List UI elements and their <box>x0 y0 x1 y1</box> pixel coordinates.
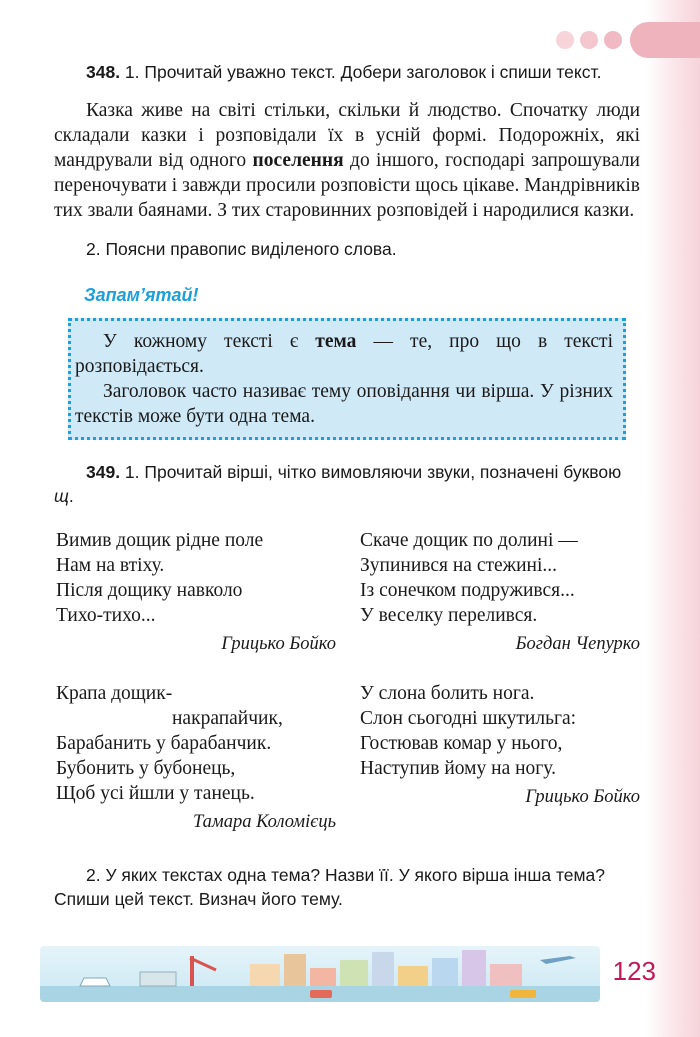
poem <box>360 528 640 657</box>
poem-line: Скаче дощик по долині — <box>360 530 578 551</box>
poem-author: Тамара Коломієць <box>193 812 336 832</box>
poem-line: Барабанить у барабанчик. <box>56 733 272 754</box>
highlighted-word: поселення <box>252 150 344 171</box>
page-content <box>54 60 640 911</box>
task-349-instruction: 349. 1. Прочитай вірші, чітко вимовляючи звуки, позначені буквою щ. <box>54 462 622 506</box>
page-number: 123 <box>612 956 656 986</box>
decor-dot <box>556 31 574 49</box>
rule-paragraph: Заголовок часто називає тему оповідання чи вірша. У різних текстів може бути одна тема. <box>75 381 613 427</box>
city-skyline-icon <box>40 946 600 1002</box>
task-number: 349. <box>86 462 121 482</box>
poem-line: Із сонечком подружився... <box>360 580 575 601</box>
city-illustration <box>40 946 600 1002</box>
task-349-second: 2. У яких текстах одна тема? Назви її. У якого вірша інша тема? Спиши цей текст. Визнач його тему. <box>54 865 606 909</box>
poem-author: Грицько Бойко <box>525 787 640 807</box>
poem <box>56 528 336 657</box>
poem-line: У слона болить нога. <box>360 683 535 704</box>
poem-line: Крапа дощик- <box>56 683 173 704</box>
poem-line: У веселку перелився. <box>360 605 538 626</box>
poem <box>56 681 336 835</box>
poem-line: Тихо-тихо... <box>56 605 156 626</box>
poems-grid <box>54 528 640 859</box>
rule-box <box>68 318 626 440</box>
task-348-second: 2. Поясни правопис виділеного слова. <box>86 239 397 259</box>
rule-paragraph: У кожному тексті є тема — те, про що в тексті розповідається. <box>75 331 613 377</box>
poem-line: Наступив йому на ногу. <box>360 758 556 779</box>
poem-author: Грицько Бойко <box>221 634 336 654</box>
task-number: 348. <box>86 62 121 82</box>
poem-line: Гостював комар у нього, <box>360 733 563 754</box>
poem-line: Бубонить у бубонець, <box>56 758 236 779</box>
poem-line: Зупинився на стежині... <box>360 555 558 576</box>
task-348-instruction: 348. 1. Прочитай уважно текст. Добери заголовок і спиши текст. <box>86 62 602 82</box>
poem-line: Слон сьогодні шкутильга: <box>360 708 577 729</box>
poems-column-right <box>336 528 640 859</box>
chapter-tab <box>550 22 700 58</box>
poem-line: Вимив дощик рідне поле <box>56 530 264 551</box>
poem-line: Нам на втіху. <box>56 555 165 576</box>
poems-column-left <box>54 528 336 859</box>
remember-title: Запам’ятай! <box>84 285 199 305</box>
decor-dot <box>604 31 622 49</box>
poem-line: Після дощику навколо <box>56 580 243 601</box>
page-edge-strip <box>646 0 700 1037</box>
poem-line: Щоб усі йшли у танець. <box>56 783 255 804</box>
poem-line: накрапайчик, <box>172 708 283 729</box>
decor-dot <box>580 31 598 49</box>
task-348-text: Казка живе на світі стільки, скільки й людство. Спочатку люди складали казки і розповідали їх в усній формі. Подорожніх, які мандрували від одного поселення до іншого, господарі запрошували переночувати і завжди просили розповісти щось цікаве. Мандрівників тих звали баянами. З тих старовинних розповідей і народилися казки. <box>54 100 640 221</box>
poem-author: Богдан Чепурко <box>515 634 640 654</box>
poem <box>360 681 640 810</box>
decor-pill <box>630 22 700 58</box>
